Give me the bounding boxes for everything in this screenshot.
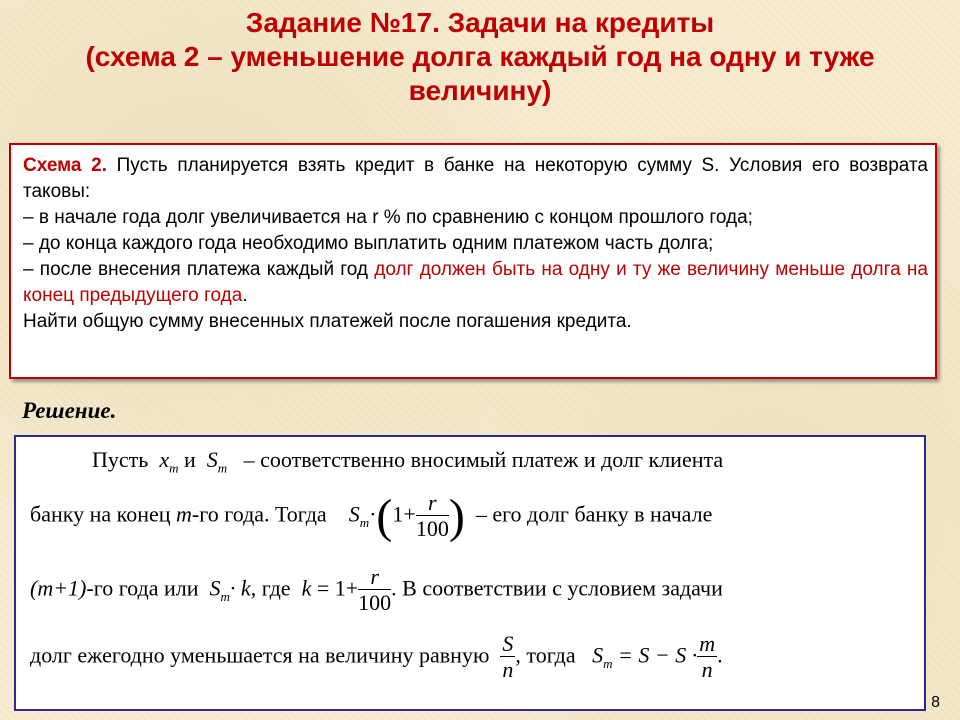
title-line-2: (схема 2 – уменьшение долга каждый год на одну и туже xyxy=(85,41,875,72)
page-number: 8 xyxy=(931,694,940,711)
solution-box xyxy=(14,435,926,711)
frac-den: n xyxy=(701,657,713,682)
var-m: m xyxy=(176,501,192,527)
text: , тогда xyxy=(515,642,576,668)
sub-m: m xyxy=(169,460,179,476)
text: – соответственно вносимый платеж и долг клиента xyxy=(243,447,724,472)
solution-line-4 xyxy=(30,632,723,683)
var-x: x xyxy=(159,447,170,472)
sub-m: m xyxy=(220,588,230,604)
var-S: S xyxy=(592,642,604,668)
condition-p4-end: . xyxy=(242,285,248,306)
var-S: S xyxy=(209,575,221,601)
text: , где xyxy=(250,575,291,601)
fraction-r-100 xyxy=(358,565,391,616)
title-line-3: величину) xyxy=(408,75,552,106)
text: . В соответствии с условием задачи xyxy=(391,575,723,601)
text: и xyxy=(183,447,196,472)
frac-num: r xyxy=(416,491,449,516)
scheme-label: Схема 2. xyxy=(23,155,107,176)
sub-m: m xyxy=(603,655,613,671)
frac-num: S xyxy=(502,631,514,656)
frac-den: 100 xyxy=(415,516,449,541)
solution-line-3 xyxy=(30,565,723,616)
frac-den: n xyxy=(502,657,514,682)
var-k: · k xyxy=(229,575,251,601)
condition-p4-highlight: долг должен быть на одну и ту же величину меньше долга на конец предыдущего года xyxy=(23,259,928,306)
condition-p4 xyxy=(23,257,928,309)
var-S: S xyxy=(348,501,360,527)
var-k: k xyxy=(301,575,312,601)
paren-close: ) xyxy=(448,490,465,543)
sub-m: m xyxy=(359,514,370,530)
sub-m: m xyxy=(217,460,228,476)
condition-p5: Найти общую сумму внесенных платежей после погашения кредита. xyxy=(23,311,632,332)
paren-open: ( xyxy=(376,490,393,543)
condition-p1 xyxy=(23,153,928,205)
text: банку на конец xyxy=(30,501,171,527)
condition-p3: – до конца каждого года необходимо выплатить одним платежом часть долга; xyxy=(23,233,714,254)
fraction-r-100 xyxy=(416,491,449,542)
text: Пусть xyxy=(92,447,149,472)
text: 1+ xyxy=(392,501,416,527)
text: . xyxy=(717,642,723,668)
fraction-m-n xyxy=(697,632,717,683)
frac-den: 100 xyxy=(358,590,392,615)
condition-box xyxy=(9,143,937,379)
solution-line-1 xyxy=(92,447,723,476)
var-S: S xyxy=(206,447,218,472)
expr-m-plus-1: (m+1) xyxy=(30,575,87,601)
condition-p4-start: – после внесения платежа каждый год xyxy=(23,259,375,280)
frac-num: m xyxy=(699,631,716,656)
title-line-1: Задание №17. Задачи на кредиты xyxy=(245,7,715,38)
solution-label: Решение. xyxy=(22,398,117,423)
frac-num: r xyxy=(358,565,391,590)
text: долг ежегодно уменьшается на величину равную xyxy=(30,642,490,668)
slide-title xyxy=(0,6,960,108)
text: · xyxy=(369,501,377,527)
text: -го года или xyxy=(86,575,199,601)
text: – его долг банку в начале xyxy=(475,501,713,527)
text: -го года. Тогда xyxy=(191,501,327,527)
solution-line-2 xyxy=(30,489,712,544)
fraction-S-n xyxy=(500,632,515,683)
condition-p1-text: Пусть планируется взять кредит в банке на некоторую сумму S. Условия его возврата таковы: xyxy=(23,155,928,202)
text: = S − S · xyxy=(618,642,698,668)
text: = 1+ xyxy=(316,575,359,601)
condition-p2: – в начале года долг увеличивается на r % по сравнению с концом прошлого года; xyxy=(23,207,753,228)
